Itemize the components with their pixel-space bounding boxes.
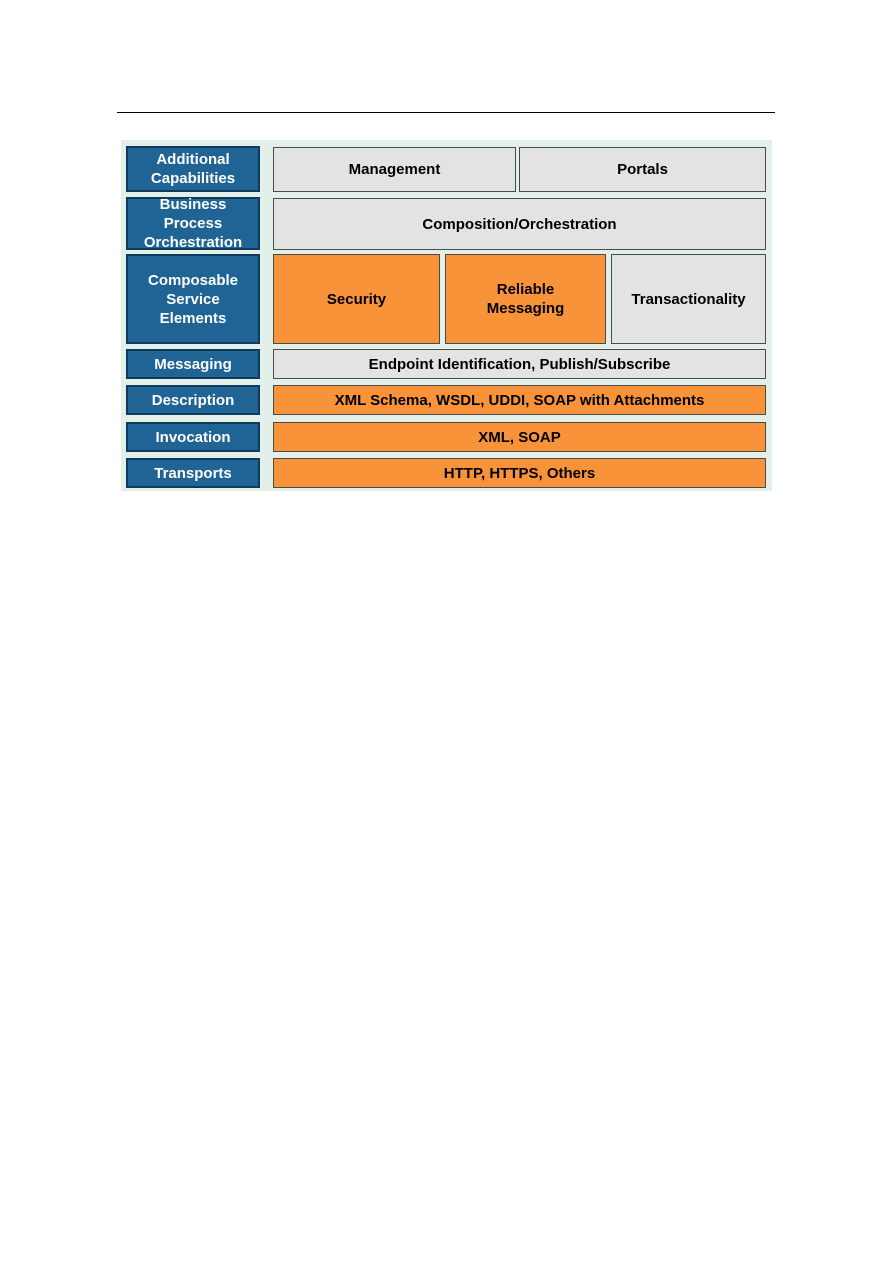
- reliable-messaging-box: Reliable Messaging: [445, 254, 606, 344]
- header-rule: [117, 112, 775, 113]
- security-box: Security: [273, 254, 440, 344]
- web-services-stack-diagram: [121, 140, 772, 491]
- xml-schema-wsdl-box: XML Schema, WSDL, UDDI, SOAP with Attachments: [273, 385, 766, 415]
- layer-label-messaging: Messaging: [126, 349, 260, 379]
- layer-label-composable-service-elements: Composable Service Elements: [126, 254, 260, 344]
- transactionality-box: Transactionality: [611, 254, 766, 344]
- layer-label-transports: Transports: [126, 458, 260, 488]
- portals-box: Portals: [519, 147, 766, 192]
- management-box: Management: [273, 147, 516, 192]
- layer-label-additional-capabilities: Additional Capabilities: [126, 146, 260, 192]
- layer-label-invocation: Invocation: [126, 422, 260, 452]
- endpoint-identification-box: Endpoint Identification, Publish/Subscribe: [273, 349, 766, 379]
- layer-label-business-process-orchestration: Business Process Orchestration: [126, 197, 260, 250]
- layer-label-description: Description: [126, 385, 260, 415]
- composition-orchestration-box: Composition/Orchestration: [273, 198, 766, 250]
- http-https-box: HTTP, HTTPS, Others: [273, 458, 766, 488]
- xml-soap-box: XML, SOAP: [273, 422, 766, 452]
